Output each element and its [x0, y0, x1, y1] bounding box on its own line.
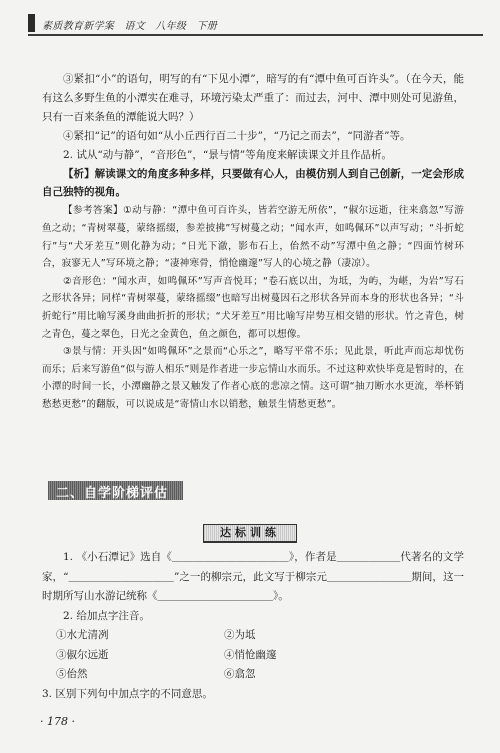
- answer-body: [42, 70, 464, 413]
- drill-title-underline: [203, 541, 297, 543]
- reference-answer-1: 【参考答案】①动与静：“潭中鱼可百许头，皆若空游无所依”，“俶尔远逝，往来翕忽”写游鱼之动；“青树翠蔓，蒙络摇缀，参差披拂”写树蔓之动；“闻水声，如鸣佩环”以声写动；“斗折蛇行”与“犬牙差互”则化静为动；“日光下澈，影布石上，佁然不动”写潭中鱼之静；“四面竹树环合，寂寥无人”写环境之静；“凄神寒骨，悄怆幽邃”写人的心境之静（凄凉）。: [42, 205, 464, 270]
- reference-answer-2: ②音形色：“闻水声，如鸣佩环”写声音悦耳；“卷石底以出，为坻，为屿，为嵁，为岩”写石之形状各异；同样“青树翠蔓，蒙络摇缀”也暗写出树蔓因石之形状各异而本身的形状也各异；“斗折蛇行”用比喻写溪身曲曲折折的形状；“犬牙差互”用比喻写岸势互相交错的形状。竹之青色，树之青色，蔓之翠色，日光之金黄色，鱼之颜色，都可以想像。: [42, 275, 464, 340]
- option-1: ①水尤清冽: [56, 629, 109, 641]
- point-3-small: ③紧扣“小”的语句，明写的有“下见小潭”，暗写的有“潭中鱼可百许头”。（在今天，能有这么多野生鱼的小潭实在难寻，环境污染太严重了：而过去，河中、潭中则处可见游鱼，只有一百来条鱼的潭能说大吗？）: [42, 73, 464, 123]
- header-bar: [28, 14, 35, 32]
- option-6: ⑥翕忽: [224, 668, 256, 680]
- point-4-record: ④紧扣“记”的语句如“从小丘西行百二十步”，“乃记之而去”，“同游者”等。: [63, 129, 411, 142]
- exercises: [42, 548, 464, 722]
- reference-answer-3: ③景与情：开头因“如鸣佩环”之景而“心乐之”，略写平常不乐；见此景，听此声而忘却忧伤而乐；后来写游鱼“似与游人相乐”则是作者进一步忘情山水而乐。不过这种欢快毕竟是暂时的，在小潭的时间一长，小潭幽静之景又触发了作者心底的悲凉之情。这可谓“抽刀断水水更流，举杯销愁愁更愁”的翻版，可以说成是“寄情山水以销愁，触景生情愁更愁”。: [42, 346, 464, 410]
- header-text: 素质教育新学案 语文 八年级 下册: [42, 21, 218, 32]
- exercise-2: 2. 给加点字注音。: [63, 609, 150, 622]
- option-2: ②为坻: [224, 629, 256, 641]
- option-4: ④悄怆幽邃: [224, 648, 277, 661]
- section-heading: 二、自学阶梯评估: [56, 486, 169, 501]
- page-number: · 178 ·: [40, 715, 75, 728]
- running-header: [28, 14, 483, 36]
- drill-title: 达标训练: [203, 524, 297, 542]
- option-3: ③俶尔远逝: [56, 648, 109, 661]
- exercise-3: 3. 区别下列句中加点字的不同意思。: [42, 687, 213, 700]
- header-rule: [28, 34, 483, 36]
- exercise-1: 1. 《小石潭记》选自《＿＿＿＿＿＿＿＿＿＿＿》，作者是＿＿＿＿＿＿代著名的文学家，“＿＿＿＿＿＿＿＿＿＿”之一的柳宗元，此文写于柳宗元＿＿＿＿＿＿＿＿期间，这一时期所写山水游记统称《＿＿＿＿＿＿＿＿＿＿＿》。: [42, 551, 464, 602]
- analysis-note: 【析】解读课文的角度多种多样，只要做有心人，由模仿别人到自己创新，一定会形成自己独特的视角。: [42, 167, 464, 199]
- section-heading-band: [48, 481, 183, 500]
- question-2: 2. 试从“动与静”，“音形色”，“景与情”等角度来解读课文并且作品析。: [63, 148, 393, 161]
- option-5: ⑤佁然: [56, 668, 88, 680]
